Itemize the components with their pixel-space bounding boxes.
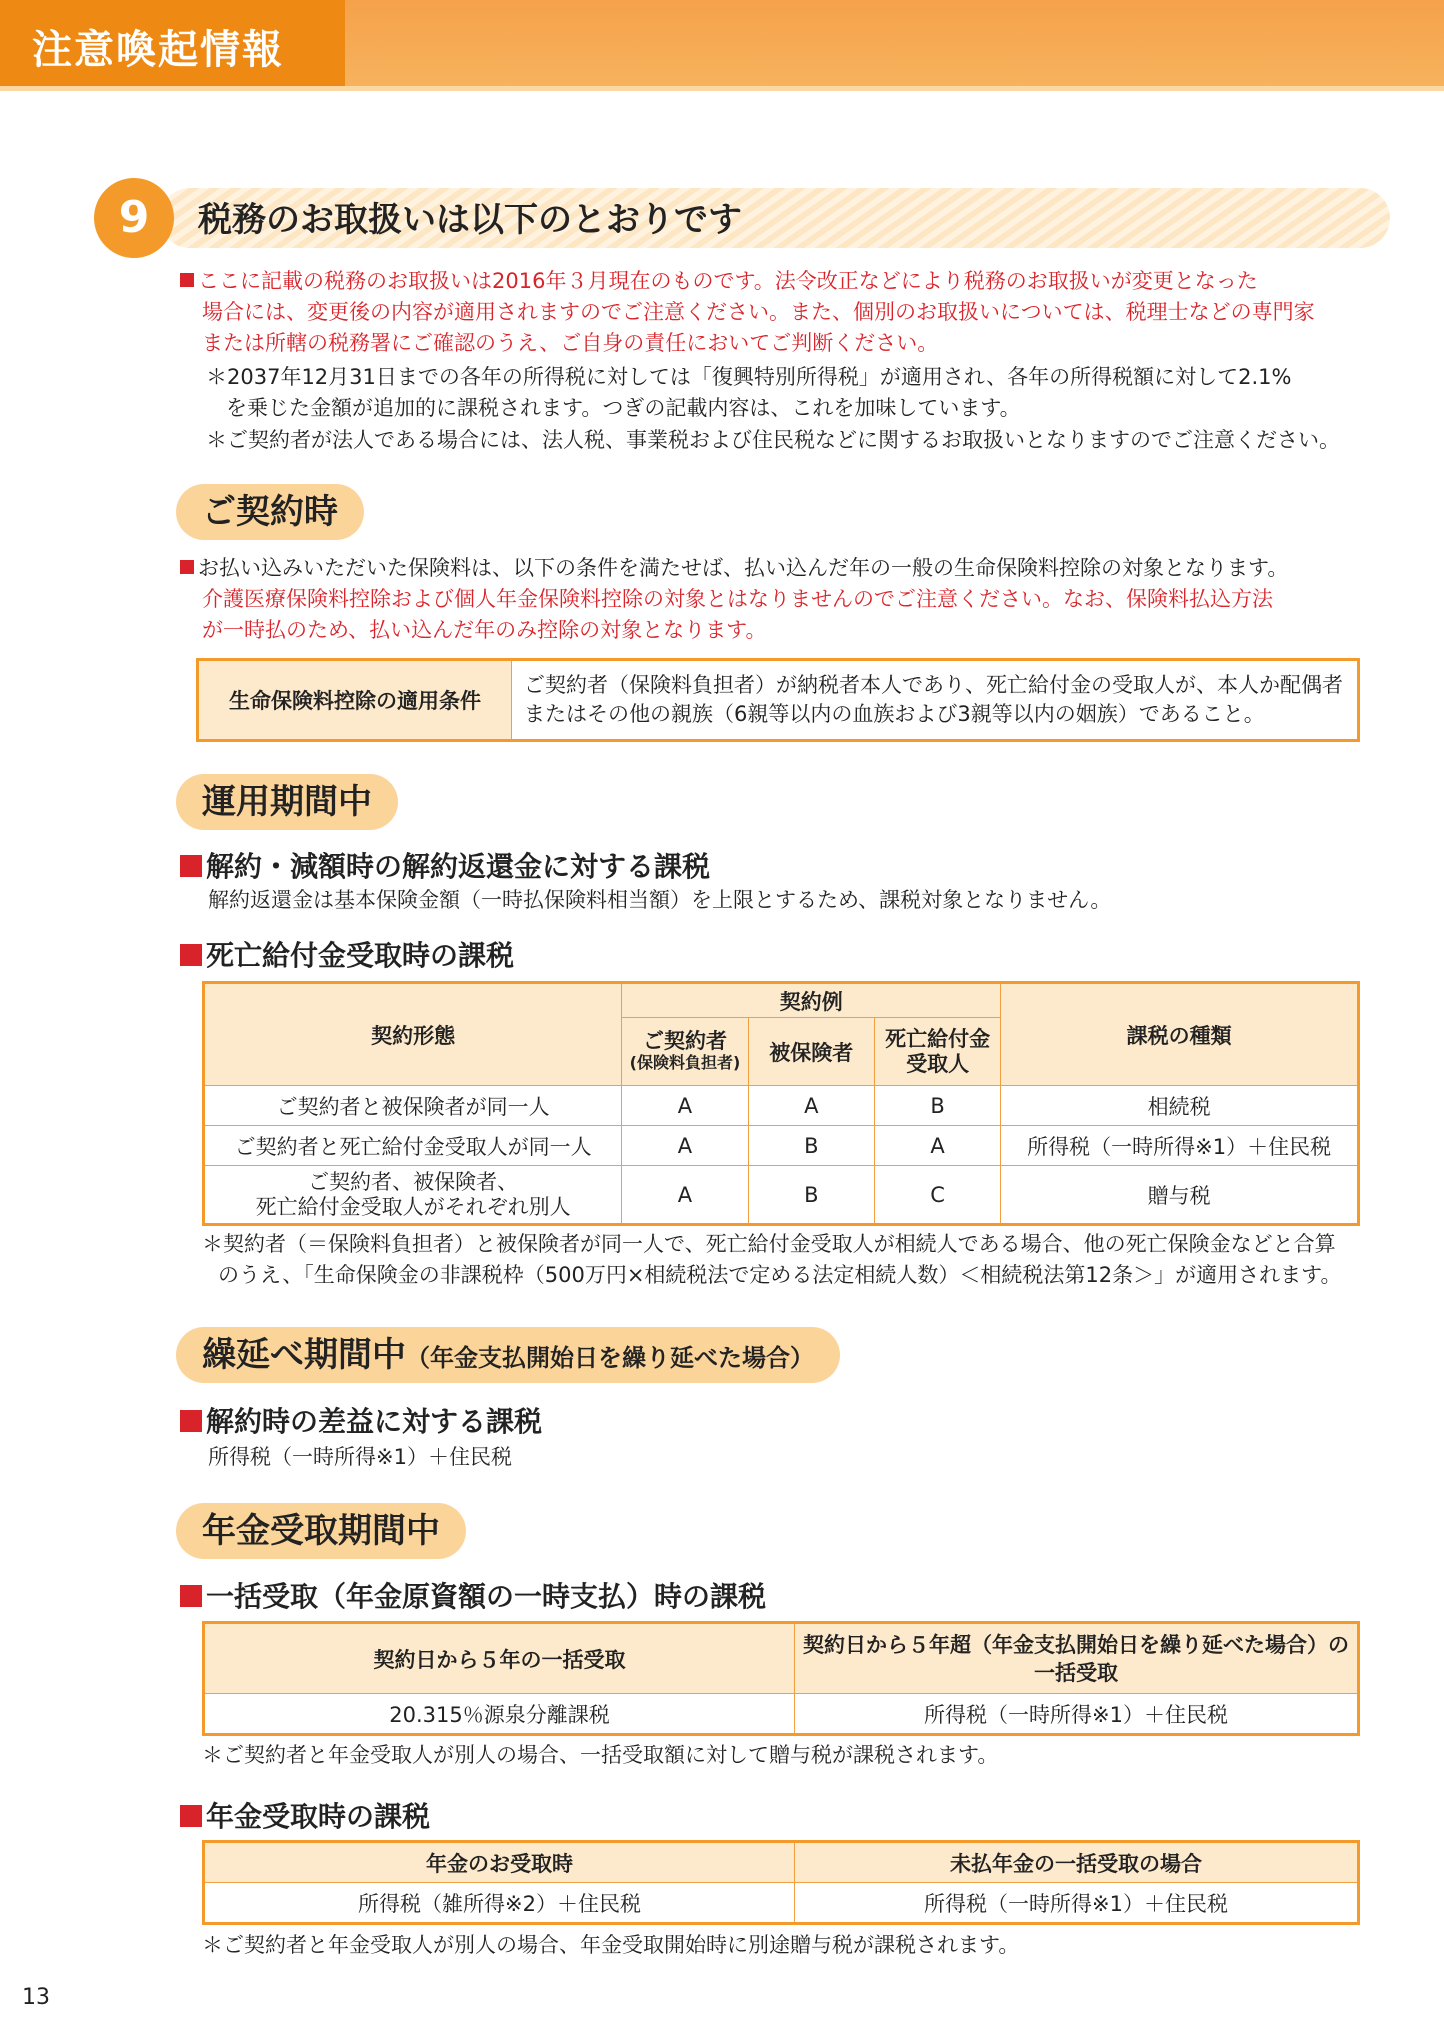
cell-insured: B (748, 1166, 874, 1224)
th-within-5-years: 契約日から５年の一括受取 (205, 1624, 795, 1694)
contract-label: ご契約時 (176, 484, 364, 540)
cell-form (205, 1166, 622, 1224)
intro-red-line-3: または所轄の税務署にご確認のうえ、ご自身の責任においてご判断ください。 (202, 331, 939, 355)
contract-line-1: お払い込みいただいた保険料は、以下の条件を満たせば、払い込んだ年の一般の生命保険料控除の対象となります。 (180, 553, 1288, 584)
cell-beneficiary: B (874, 1086, 1000, 1126)
contract-text (180, 553, 1288, 646)
cell-form-line-2: 死亡給付金受取人がそれぞれ別人 (255, 1194, 571, 1219)
cell-contractor: A (622, 1166, 748, 1224)
header-title: 注意喚起情報 (32, 27, 284, 73)
heading-marker (180, 1585, 202, 1607)
cell-tax: 所得税（一時所得※1）＋住民税 (1001, 1126, 1358, 1166)
cell-contractor: A (622, 1086, 748, 1126)
deferral-heading (180, 1400, 542, 1440)
operation-paragraph-1: 解約返還金は基本保険金額（一時払保険料相当額）を上限とするため、課税対象となりません。 (208, 888, 1112, 912)
intro-note-1-line-1: ＊2037年12月31日までの各年の所得税に対しては「復興特別所得税」が適用され、各年の所得税額に対して2.1% (206, 365, 1292, 389)
intro-red-line-2: 場合には、変更後の内容が適用されますのでご注意ください。また、個別のお取扱いについては、税理士などの専門家 (202, 300, 1315, 324)
pension-label: 年金受取期間中 (176, 1503, 466, 1559)
cell-form-line-1: ご契約者、被保険者、 (308, 1169, 519, 1194)
cell-insured: B (748, 1126, 874, 1166)
intro-note-1 (206, 362, 1292, 424)
table-row (205, 1883, 1358, 1923)
th-contract-example: 契約例 (622, 984, 1001, 1018)
intro-note-2: ＊ご契約者が法人である場合には、法人税、事業税および住民税などに関するお取扱いとなりますのでご注意ください。 (206, 428, 1340, 452)
deferral-paragraph: 所得税（一時所得※1）＋住民税 (208, 1445, 512, 1469)
pension-heading-2-text: 年金受取時の課税 (206, 1800, 431, 1833)
cell-over-5-years: 所得税（一時所得※1）＋住民税 (795, 1694, 1358, 1734)
deferral-label-text: 繰延べ期間中 (202, 1335, 406, 1375)
th-beneficiary (874, 1018, 1000, 1086)
heading-marker (180, 855, 202, 877)
pension-note-2: ＊ご契約者と年金受取人が別人の場合、年金受取開始時に別途贈与税が課税されます。 (202, 1933, 1020, 1957)
th-contractor-sub: (保険料負担者) (629, 1052, 741, 1072)
cell-form: ご契約者と死亡給付金受取人が同一人 (205, 1126, 622, 1166)
pension-heading-2 (180, 1795, 430, 1835)
heading-marker (180, 1410, 202, 1432)
cell-tax: 贈与税 (1001, 1166, 1358, 1224)
cell-contractor: A (622, 1126, 748, 1166)
th-unpaid-lump-sum: 未払年金の一括受取の場合 (795, 1843, 1358, 1883)
lump-sum-tax-table (204, 1623, 1358, 1734)
deduction-condition-line-2: またはその他の親族（6親等以内の血族および3親等以内の姻族）であること。 (524, 702, 1265, 726)
intro-red-line-1: ここに記載の税務のお取扱いは2016年３月現在のものです。法令改正などにより税務のお取扱いが変更となった (180, 266, 1315, 297)
operation-heading-2 (180, 934, 514, 974)
th-over-5-years-line-2: 一括受取 (1034, 1660, 1118, 1685)
pension-heading-1-text: 一括受取（年金原資額の一時支払）時の課税 (206, 1580, 767, 1613)
cell-within-5-years: 20.315％源泉分離課税 (205, 1694, 795, 1734)
cell-form: ご契約者と被保険者が同一人 (205, 1086, 622, 1126)
deduction-condition-line-1: ご契約者（保険料負担者）が納税者本人であり、死亡給付金の受取人が、本人か配偶者 (524, 673, 1343, 697)
th-contractor-text: ご契約者 (642, 1028, 727, 1053)
intro-red-text (180, 266, 1315, 359)
table-row (205, 1086, 1358, 1126)
cell-unpaid-lump-sum: 所得税（一時所得※1）＋住民税 (795, 1883, 1358, 1923)
deferral-label-sub: （年金支払開始日を繰り延べた場合） (406, 1344, 814, 1372)
section-title: 税務のお取扱いは以下のとおりです (198, 200, 742, 240)
pension-heading-1 (180, 1575, 766, 1615)
operation-label: 運用期間中 (176, 774, 398, 830)
section-number: 9 (94, 178, 174, 258)
operation-heading-1 (180, 845, 710, 885)
cell-beneficiary: C (874, 1166, 1000, 1224)
pension-note-1: ＊ご契約者と年金受取人が別人の場合、一括受取額に対して贈与税が課税されます。 (202, 1743, 999, 1767)
cell-insured: A (748, 1086, 874, 1126)
contract-red-line-2: が一時払のため、払い込んだ年のみ控除の対象となります。 (202, 618, 767, 642)
table-row (205, 1166, 1358, 1224)
deferral-heading-text: 解約時の差益に対する課税 (206, 1405, 543, 1438)
deduction-condition-label: 生命保険料控除の適用条件 (199, 661, 512, 740)
intro-note-1-line-2: を乗じた金額が追加的に課税されます。つぎの記載内容は、これを加味しています。 (226, 396, 1021, 420)
heading-marker (180, 1805, 202, 1827)
th-annuity-receipt: 年金のお受取時 (205, 1843, 795, 1883)
th-insured: 被保険者 (748, 1018, 874, 1086)
page-number: 13 (22, 1985, 50, 2010)
cell-annuity-receipt: 所得税（雑所得※2）＋住民税 (205, 1883, 795, 1923)
operation-heading-2-text: 死亡給付金受取時の課税 (206, 939, 515, 972)
deduction-condition-table (198, 660, 1358, 740)
th-over-5-years-line-1: 契約日から５年超（年金支払開始日を繰り延べた場合）の (803, 1632, 1349, 1657)
operation-note (202, 1229, 1341, 1291)
operation-heading-1-text: 解約・減額時の解約返還金に対する課税 (206, 850, 711, 883)
operation-note-line-2: のうえ、「生命保険金の非課税枠（500万円×相続税法で定める法定相続人数）＜相続税法第12条＞」が適用されます。 (218, 1263, 1342, 1287)
table-row (205, 1694, 1358, 1734)
heading-marker (180, 944, 202, 966)
deduction-condition-value (512, 661, 1358, 740)
annuity-tax-table (204, 1842, 1358, 1923)
operation-note-line-1: ＊契約者（＝保険料負担者）と被保険者が同一人で、死亡給付金受取人が相続人である場合、他の死亡保険金などと合算 (202, 1232, 1336, 1256)
th-over-5-years (795, 1624, 1358, 1694)
death-benefit-tax-table (204, 983, 1358, 1224)
contract-red-line-1: 介護医療保険料控除および個人年金保険料控除の対象とはなりませんのでご注意ください。なお、保険料払込方法 (202, 587, 1273, 611)
th-beneficiary-line-1: 死亡給付金 (885, 1026, 991, 1051)
deferral-label (176, 1327, 840, 1383)
cell-beneficiary: A (874, 1126, 1000, 1166)
cell-tax: 相続税 (1001, 1086, 1358, 1126)
table-row (205, 1126, 1358, 1166)
th-tax-type: 課税の種類 (1001, 984, 1358, 1086)
th-contractor (622, 1018, 748, 1086)
th-contract-form: 契約形態 (205, 984, 622, 1086)
th-beneficiary-line-2: 受取人 (906, 1051, 970, 1076)
